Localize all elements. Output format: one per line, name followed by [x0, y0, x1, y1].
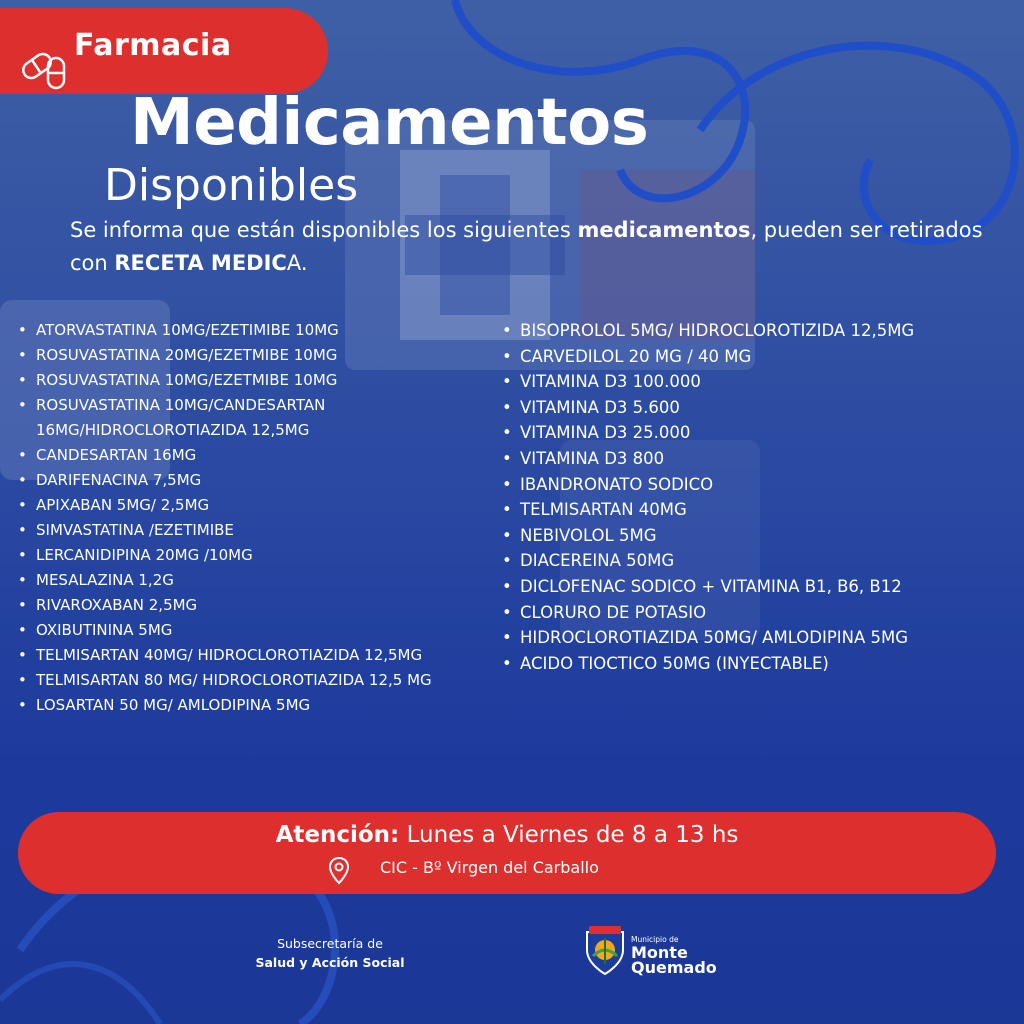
medication-item: • DIACEREINA 50MG [502, 548, 972, 574]
medication-item: • LOSARTAN 50 MG/ AMLODIPINA 5MG [18, 693, 488, 718]
logo-name [631, 945, 717, 975]
attention-location: CIC - Bº Virgen del Carballo [380, 858, 599, 877]
medication-item: • ROSUVASTATINA 10MG/CANDESARTAN 16MG/HIDROCLOROTIAZIDA 12,5MG [18, 393, 488, 443]
medication-item: • DARIFENACINA 7,5MG [18, 468, 488, 493]
attention-banner [18, 812, 996, 894]
medication-item: • TELMISARTAN 80 MG/ HIDROCLOROTIAZIDA 12,5 MG [18, 668, 488, 693]
intro-bold-2: RECETA MEDIC [114, 251, 287, 275]
medication-item: • CLORURO DE POTASIO [502, 600, 972, 626]
medication-item: • VITAMINA D3 5.600 [502, 395, 972, 421]
pill-capsule-icon [18, 44, 72, 94]
medication-item: • RIVAROXABAN 2,5MG [18, 593, 488, 618]
medication-item: • DICLOFENAC SODICO + VITAMINA B1, B6, B12 [502, 574, 972, 600]
medication-item: • ATORVASTATINA 10MG/EZETIMIBE 10MG [18, 318, 488, 343]
intro-bold-1: medicamentos [577, 218, 751, 242]
department-line-1: Subsecretaría de [277, 936, 383, 951]
medication-item: • ACIDO TIOCTICO 50MG (INYECTABLE) [502, 651, 972, 677]
medication-item: • TELMISARTAN 40MG/ HIDROCLOROTIAZIDA 12,5MG [18, 643, 488, 668]
intro-text [70, 214, 1000, 280]
page-title: Medicamentos [130, 86, 649, 160]
intro-part-2: , pueden ser retirados con [70, 218, 983, 275]
medication-list-right [502, 318, 972, 676]
attention-hours-line [18, 822, 996, 848]
medication-item: • VITAMINA D3 100.000 [502, 369, 972, 395]
attention-label: Atención: [275, 822, 400, 848]
page-subtitle: Disponibles [104, 160, 359, 211]
medication-item: • HIDROCLOROTIAZIDA 50MG/ AMLODIPINA 5MG [502, 625, 972, 651]
medication-item: • VITAMINA D3 800 [502, 446, 972, 472]
medication-item: • MESALAZINA 1,2G [18, 568, 488, 593]
intro-part-3: A. [286, 251, 308, 275]
medication-item: • IBANDRONATO SODICO [502, 472, 972, 498]
medication-item: • ROSUVASTATINA 20MG/EZETMIBE 10MG [18, 343, 488, 368]
medication-item: • OXIBUTININA 5MG [18, 618, 488, 643]
intro-part-1: Se informa que están disponibles los siguientes [70, 218, 578, 242]
medication-item: • APIXABAN 5MG/ 2,5MG [18, 493, 488, 518]
municipal-crest-icon [583, 924, 627, 976]
logo-name-line-2: Quemado [631, 958, 717, 977]
medication-item: • SIMVASTATINA /EZETIMIBE [18, 518, 488, 543]
medication-item: • BISOPROLOL 5MG/ HIDROCLOROTIZIDA 12,5MG [502, 318, 972, 344]
logo-caption: Municipio de [631, 935, 679, 944]
department-credit [230, 934, 430, 972]
location-pin-icon [328, 856, 350, 886]
medication-item: • ROSUVASTATINA 10MG/EZETMIBE 10MG [18, 368, 488, 393]
farmacia-label: Farmacia [74, 28, 232, 63]
medication-item: • CANDESARTAN 16MG [18, 443, 488, 468]
logo-name-line-1: Monte [631, 943, 688, 962]
medication-item: • CARVEDILOL 20 MG / 40 MG [502, 344, 972, 370]
medication-item: • TELMISARTAN 40MG [502, 497, 972, 523]
medication-item: • NEBIVOLOL 5MG [502, 523, 972, 549]
attention-hours: Lunes a Viernes de 8 a 13 hs [399, 822, 739, 848]
medication-item: • LERCANIDIPINA 20MG /10MG [18, 543, 488, 568]
medication-list-left [18, 318, 488, 718]
medication-item: • VITAMINA D3 25.000 [502, 420, 972, 446]
department-line-2: Salud y Acción Social [255, 955, 405, 970]
